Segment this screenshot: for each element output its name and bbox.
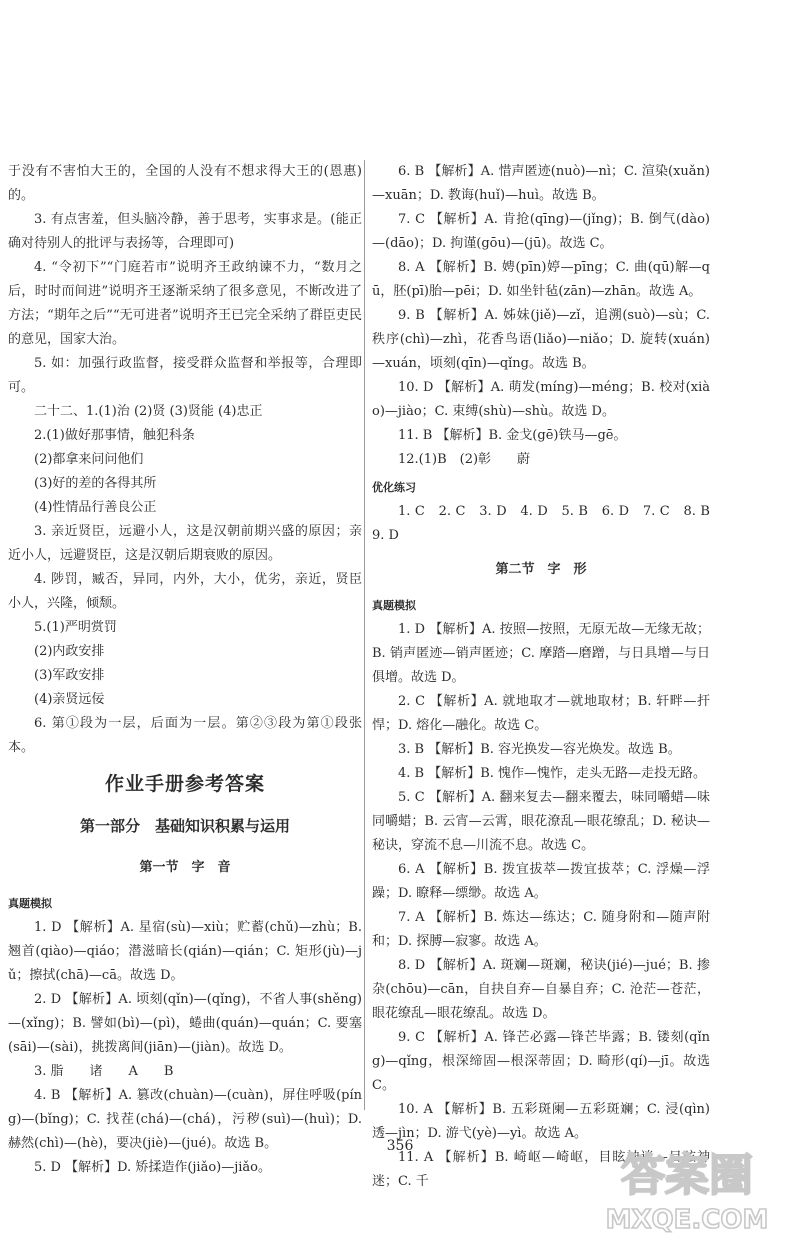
section-title-zixing: 第二节 字 形	[495, 562, 587, 577]
right-answer-para-5: 10. D 【解析】A. 萌发(míng)—méng；B. 校对(xiào)—jiào；C. 束缚(shù)—shù。故选 D。	[372, 380, 710, 419]
right-top-answers	[372, 160, 710, 472]
left-answer-para-10: 3. 亲近贤臣，远避小人，这是汉朝前期兴盛的原因；亲近小人，远避贤臣，这是汉朝后期衰败的原因。	[8, 524, 362, 563]
zixing-answer-para-7: 7. A 【解析】B. 炼达—练达；C. 随身附和—随声附和；D. 探膊—寂寥。故选 A。	[372, 910, 710, 949]
label-zhenti-moni-2: 真题模拟	[372, 599, 416, 612]
label-zhenti-moni: 真题模拟	[8, 897, 52, 910]
zixing-answer-para-4: 4. B 【解析】B. 愧作—愧怍，走头无路—走投无路。	[398, 766, 707, 781]
label-youhua-lianxi: 优化练习	[372, 481, 416, 494]
zixing-answer-para-2: 2. C 【解析】A. 就地取才—就地取材；B. 轩畔—扞悍；D. 熔化—融化。故选 C。	[372, 694, 710, 733]
left-column	[8, 160, 362, 1180]
left-answer-para-11: 4. 陟罚，臧否，异同，内外，大小，优劣，亲近，贤臣小人，兴隆，倾颓。	[8, 572, 362, 611]
left-answer-para-5: 二十二、1.(1)治 (2)贤 (3)贤能 (4)忠正	[34, 404, 263, 419]
left-answer-para-4: 5. 如：加强行政监督，接受群众监督和举报等，合理即可。	[8, 356, 362, 395]
left-answer-para-7: (2)都拿来问问他们	[34, 452, 144, 467]
left-answer-para-9: (4)性情品行善良公正	[34, 500, 157, 515]
left-answer-para-12: 5.(1)严明赏罚	[34, 620, 117, 635]
right-column	[372, 160, 724, 1194]
right-answer-para-4: 9. B 【解析】A. 姊妹(jiě)—zǐ，追溯(suò)—sù；C. 秩序(chì)—zhì，花香鸟语(liǎo)—niǎo；D. 旋转(xuán)—xuán，顷刻(qīn)—qǐng。故选 B。	[372, 308, 710, 371]
left-answer-para-2: 3. 有点害羞，但头脑冷静，善于思考，实事求是。(能正确对待别人的批评与表扬等，合理即可)	[8, 212, 362, 251]
left-answer-para-13: (2)内政安排	[34, 644, 105, 659]
part-title: 第一部分 基础知识积累与运用	[79, 817, 290, 835]
zixing-answer-para-3: 3. B 【解析】B. 容光换发—容光焕发。故选 B。	[398, 742, 681, 757]
left-answer-para-16: 6. 第①段为一层，后面为一层。第②③段为第①段张本。	[8, 716, 362, 755]
zixing-answer-para-9: 9. C 【解析】A. 锋芒必露—锋芒毕露；B. 镂刻(qǐng)—qǐng，根深缔固—根深蒂固；D. 畸形(qí)—jī。故选 C。	[372, 1030, 710, 1093]
left-answer-para-1: 于没有不害怕大王的，全国的人没有不想求得大王的(恩惠)的。	[8, 164, 362, 203]
ziyin-answer-para-5: 5. D 【解析】D. 矫揉造作(jiǎo)—jiǎo。	[34, 1160, 271, 1175]
right-answer-para-3: 8. A 【解析】B. 娉(pīn)婷—pīng；C. 曲(qū)解—qū，胚(pī)胎—pēi；D. 如坐针毡(zān)—zhān。故选 A。	[372, 260, 710, 299]
page-number: 356	[386, 1138, 414, 1154]
watermark-text-url: MXQE.COM	[605, 1205, 769, 1235]
watermark-text-main: 答案圈	[621, 1150, 753, 1201]
right-answer-para-2: 7. C 【解析】A. 肯抢(qīng)—(jǐng)；B. 倒气(dào)—(dāo)；D. 拘谨(gōu)—(jū)。故选 C。	[372, 212, 710, 251]
zixing-answer-para-1: 1. D 【解析】A. 按照—按照，无原无故—无缘无故；B. 销声匿迹—销声匿迹；C. 摩踏—磨蹭，与日具增—与日俱增。故选 D。	[372, 622, 710, 685]
watermark-logo	[592, 1138, 782, 1238]
column-divider	[364, 160, 365, 1110]
zixing-answer-para-11: 11. A 【解析】B. 崎岖—崎岖，目眩神迷—目眩神迷；C. 千	[372, 1150, 710, 1189]
ziyin-answer-para-2: 2. D 【解析】A. 顷刻(qǐn)—(qǐng)，不省人事(shěng)—(xǐng)；B. 譬如(bì)—(pì)，蜷曲(quán)—quán；C. 要塞(sāi)—(sài)，挑拨离间(jiān)—(jiàn)。故选 D。	[8, 992, 362, 1055]
section-title-ziyin: 第一节 字 音	[139, 860, 231, 875]
ziyin-answer-para-3: 3. 脂 诸 A B	[34, 1064, 174, 1079]
left-top-answers	[8, 160, 362, 760]
zixing-answer-para-5: 5. C 【解析】A. 翻来复去—翻来覆去，味同嚼蜡—味同嚼蜡；B. 云宵—云霄，眼花潦乱—眼花缭乱；D. 秘诀—秘诀，穿流不息—川流不息。故选 C。	[372, 790, 710, 853]
left-answer-para-15: (4)亲贤远佞	[34, 692, 105, 707]
youhua-answers: 1. C 2. C 3. D 4. D 5. B 6. D 7. C 8. B 9. D	[372, 504, 724, 543]
zixing-answer-para-8: 8. D 【解析】A. 斑斓—斑斓，秘诀(jié)—jué；B. 掺杂(chōu)—cān，自抉自弃—自暴自弃；C. 沧茫—苍茫，眼花缭乱—眼花缭乱。故选 D。	[372, 958, 710, 1021]
left-answer-para-3: 4. “令初下”“门庭若市”说明齐王政纳谏不力，“数月之后，时时而间进”说明齐王逐渐采纳了很多意见，不断改进了方法；“期年之后”“无可进者”说明齐王已完全采纳了群臣吏民的意见，国家大治。	[8, 260, 362, 347]
ziyin-answer-para-4: 4. B 【解析】A. 篡改(chuàn)—(cuàn)，屏住呼吸(píng)—(bǐng)；C. 找茬(chá)—(chá)，污秽(suì)—(huì)；D. 赫然(chì)—(hè)，要决(jiè)—(jué)。故选 B。	[8, 1088, 362, 1151]
ziyin-answer-para-1: 1. D 【解析】A. 星宿(sù)—xiù；贮蓄(chǔ)—zhù；B. 翘首(qiào)—qiáo；潜滋暗长(qián)—qián；C. 矩形(jù)—jǔ；擦拭(chā)—cā。故选 D。	[8, 920, 362, 983]
book-section-title: 作业手册参考答案	[104, 773, 265, 795]
left-answer-para-8: (3)好的差的各得其所	[34, 476, 157, 491]
right-answer-para-6: 11. B 【解析】B. 金戈(gē)铁马—gē。	[398, 428, 627, 443]
right-answer-para-1: 6. B 【解析】A. 惜声匿迹(nuò)—nì；C. 渲染(xuǎn)—xuān；D. 教诲(huǐ)—huì。故选 B。	[372, 164, 710, 203]
right-bottom-answers	[372, 618, 710, 1194]
left-answer-para-14: (3)军政安排	[34, 668, 105, 683]
left-answer-para-6: 2.(1)做好那事情，触犯科条	[34, 428, 195, 443]
zixing-answer-para-10: 10. A 【解析】B. 五彩斑阑—五彩斑斓；C. 浸(qìn)透—jìn；D. 游弋(yè)—yì。故选 A。	[372, 1102, 710, 1141]
zixing-answer-para-6: 6. A 【解析】B. 拨宜拔萃—拨宜拔萃；C. 浮燥—浮躁；D. 瞭释—缥缈。故选 A。	[372, 862, 710, 901]
right-answer-para-7: 12.(1)B (2)彰 蔚	[398, 452, 531, 467]
